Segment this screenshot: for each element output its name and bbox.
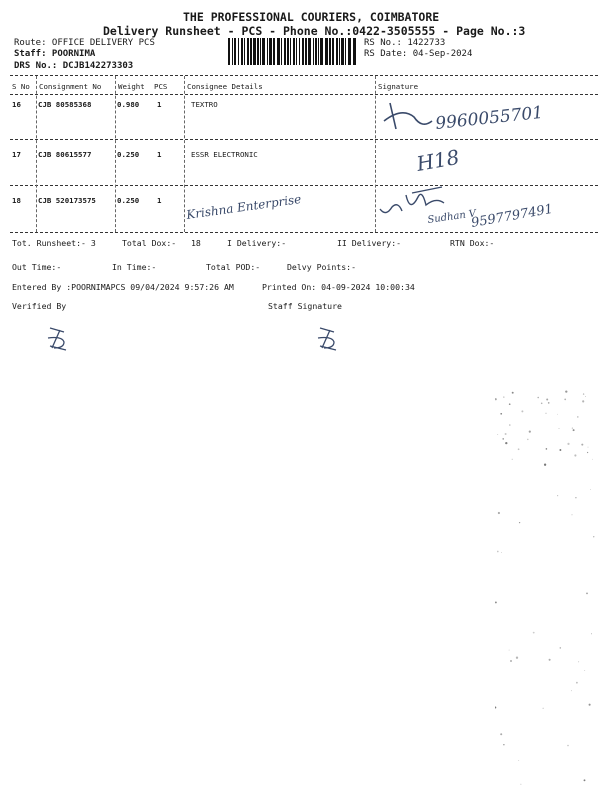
row-consignee: ESSR ELECTRONIC — [191, 150, 258, 159]
rs-number: RS No.: 1422733 — [364, 38, 446, 48]
row-consignment: CJB 80585368 — [38, 100, 92, 109]
i-delivery: I Delivery:- — [227, 238, 287, 248]
row18-consignee-handwriting: Krishna Enterprise — [185, 191, 303, 222]
row-weight: 0.250 — [117, 196, 140, 205]
tot-runsheet: Tot. Runsheet:- 3 — [12, 238, 96, 248]
total-dox-value: 18 — [191, 238, 201, 248]
printed-on: Printed On: 04-09-2024 10:00:34 — [262, 282, 415, 292]
ii-delivery: II Delivery:- — [337, 238, 402, 248]
signature-row16 — [380, 95, 580, 137]
row-pcs: 1 — [157, 196, 162, 205]
row-rule — [10, 139, 598, 140]
verified-by-label: Verified By — [12, 301, 67, 311]
col-header-consignee: Consignee Details — [187, 82, 263, 91]
route-label: Route: OFFICE DELIVERY PCS — [14, 38, 155, 48]
consignee-handwriting-row18 — [185, 187, 335, 227]
row-sno: 17 — [12, 150, 21, 159]
row-sno: 18 — [12, 196, 21, 205]
rtn-dox: RTN Dox:- — [450, 238, 495, 248]
staff-signature-label: Staff Signature — [268, 301, 342, 311]
staff-initial-mark — [314, 324, 340, 352]
row16-phone-handwriting: 9960055701 — [434, 102, 545, 134]
verified-initial-mark — [44, 324, 70, 352]
row-consignment: CJB 80615577 — [38, 150, 92, 159]
col-header-consignment: Consignment No — [39, 82, 102, 91]
col-separator — [36, 76, 37, 232]
row18-name-handwriting: Sudhan V — [426, 208, 477, 226]
signature-row18 — [376, 183, 598, 235]
entered-by: Entered By :POORNIMAPCS 09/04/2024 9:57:26 AM — [12, 282, 234, 292]
table-top-rule — [10, 75, 598, 76]
row-weight: 0.980 — [117, 100, 140, 109]
drs-number: DRS No.: DCJB142273303 — [14, 61, 134, 71]
col-header-signature: Signature — [378, 82, 419, 91]
col-header-sno: S No — [12, 82, 30, 91]
staff-label: Staff: POORNIMA — [14, 49, 96, 59]
delvy-points: Delvy Points:- — [287, 262, 357, 272]
row-consignee: TEXTRO — [191, 100, 218, 109]
row-pcs: 1 — [157, 100, 162, 109]
col-separator — [115, 76, 116, 232]
row-sno: 16 — [12, 100, 21, 109]
rs-date: RS Date: 04-Sep-2024 — [364, 49, 473, 59]
total-pod: Total POD:- — [206, 262, 261, 272]
row-weight: 0.250 — [117, 150, 140, 159]
out-time: Out Time:- — [12, 262, 62, 272]
row-pcs: 1 — [157, 150, 162, 159]
signature-row17 — [410, 145, 490, 181]
company-title: THE PROFESSIONAL COURIERS, COIMBATORE — [183, 10, 440, 24]
scan-specks — [495, 390, 600, 810]
row-consignment: CJB 520173575 — [38, 196, 96, 205]
runsheet-subtitle: Delivery Runsheet - PCS - Phone No.:0422-3505555 - Page No.:3 — [103, 24, 526, 38]
col-header-pcs: PCS — [154, 82, 168, 91]
row17-sig-handwriting: H18 — [414, 145, 462, 176]
in-time: In Time:- — [112, 262, 157, 272]
col-header-weight: Weight — [118, 82, 145, 91]
barcode — [228, 38, 356, 65]
row18-phone-handwriting: 9597797491 — [470, 201, 555, 231]
total-dox-label: Total Dox:- — [122, 238, 177, 248]
